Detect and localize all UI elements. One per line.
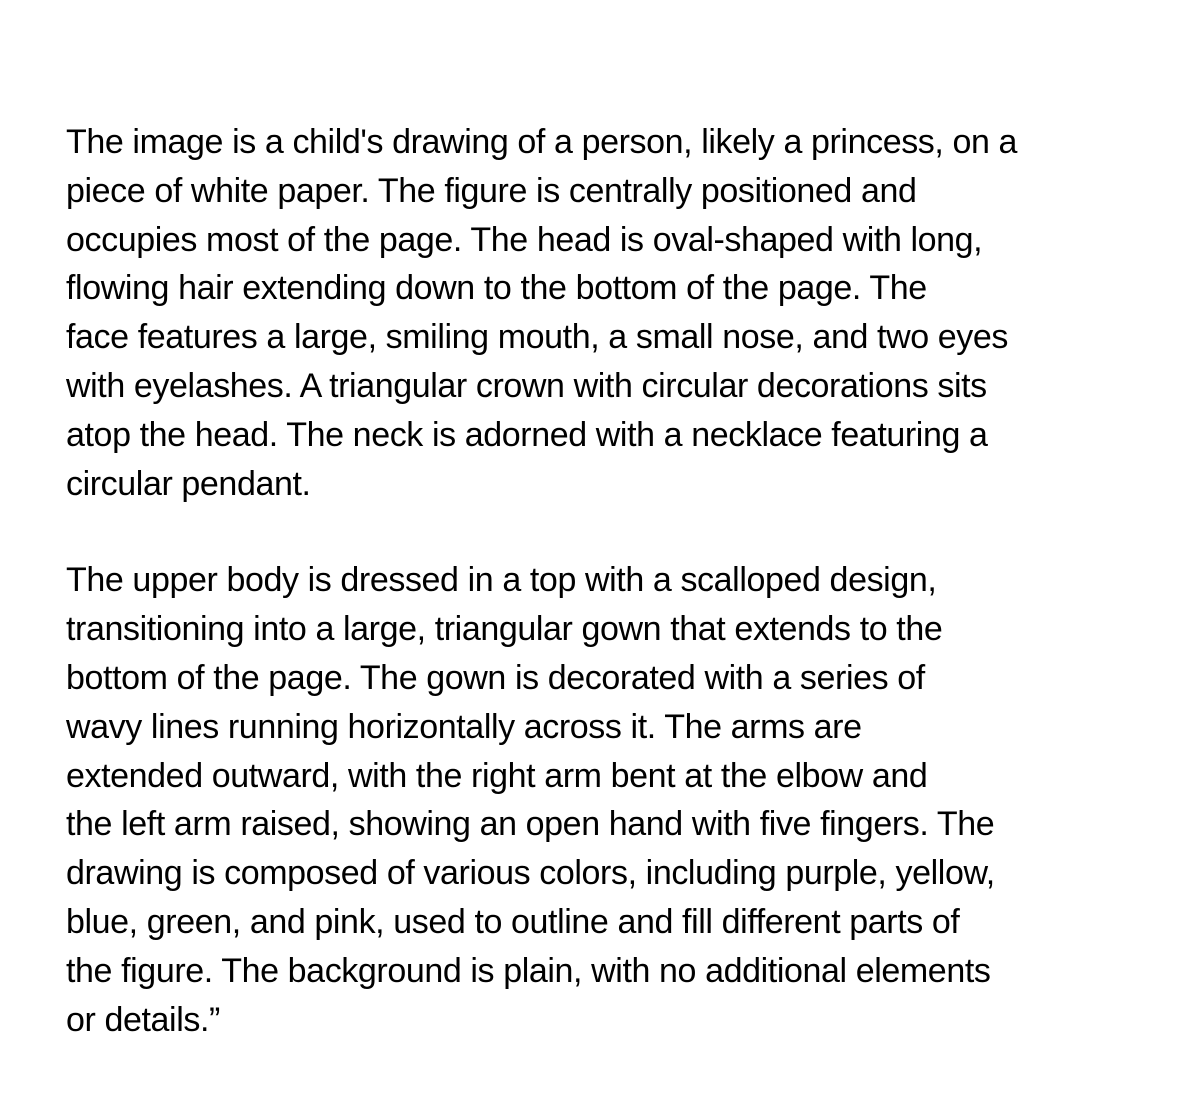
paragraph-2 bbox=[66, 556, 1146, 1044]
text-line: The upper body is dressed in a top with a scalloped design, bbox=[66, 561, 937, 600]
document-body bbox=[66, 118, 1146, 1044]
text-line: transitioning into a large, triangular gown that extends to the bbox=[66, 610, 943, 649]
text-line: bottom of the page. The gown is decorated with a series of bbox=[66, 658, 925, 697]
text-line: blue, green, and pink, used to outline and fill different parts of bbox=[66, 902, 960, 941]
text-line: extended outward, with the right arm bent at the elbow and bbox=[66, 756, 928, 795]
text-line: occupies most of the page. The head is oval-shaped with long, bbox=[66, 220, 983, 259]
text-line: drawing is composed of various colors, including purple, yellow, bbox=[66, 854, 995, 893]
text-line: face features a large, smiling mouth, a small nose, and two eyes bbox=[66, 318, 1009, 357]
text-line: circular pendant. bbox=[66, 464, 311, 503]
text-line: the figure. The background is plain, with no additional elements bbox=[66, 951, 991, 990]
paragraph-1 bbox=[66, 118, 1146, 508]
text-line: atop the head. The neck is adorned with a necklace featuring a bbox=[66, 415, 988, 454]
text-line: The image is a child's drawing of a person, likely a princess, on a bbox=[66, 123, 1018, 161]
text-line: piece of white paper. The figure is centrally positioned and bbox=[66, 171, 917, 210]
text-line: with eyelashes. A triangular crown with circular decorations sits bbox=[66, 366, 987, 405]
text-line: the left arm raised, showing an open hand with five fingers. The bbox=[66, 805, 995, 844]
text-line: flowing hair extending down to the bottom of the page. The bbox=[66, 269, 927, 308]
text-line: wavy lines running horizontally across it. The arms are bbox=[66, 707, 862, 746]
text-line: or details.” bbox=[66, 1000, 220, 1039]
